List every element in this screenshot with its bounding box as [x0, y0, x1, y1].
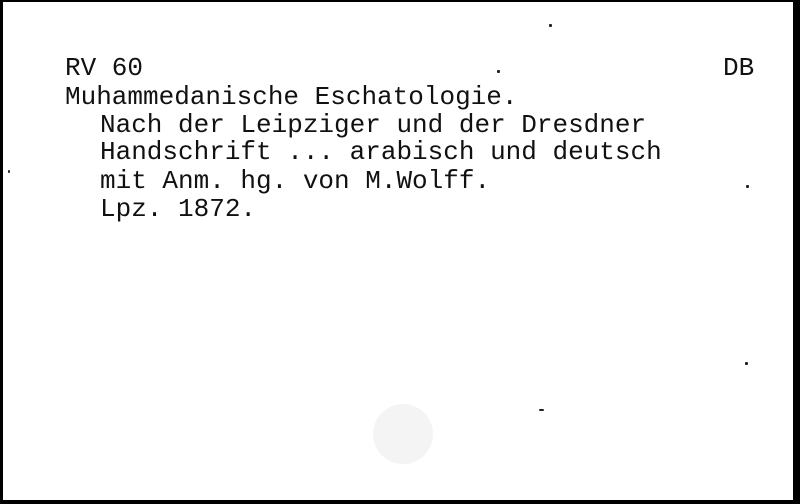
description-line: Handschrift ... arabisch und deutsch [100, 137, 662, 167]
location-code: DB [723, 53, 755, 83]
catalog-card [3, 2, 793, 500]
speck [497, 70, 500, 73]
card-edge-bottom [0, 500, 800, 504]
speck [8, 170, 10, 173]
speck [746, 185, 749, 188]
call-number: RV 60 [65, 53, 144, 83]
speck [745, 362, 748, 365]
speck [549, 24, 552, 27]
card-edge-right [793, 0, 800, 504]
paper-stain [373, 404, 433, 464]
description-line: Nach der Leipziger und der Dresdner [100, 110, 647, 140]
imprint-line: Lpz. 1872. [100, 194, 257, 224]
title-line: Muhammedanische Eschatologie. [65, 82, 518, 112]
description-line: mit Anm. hg. von M.Wolff. [100, 166, 491, 196]
speck [539, 409, 544, 411]
